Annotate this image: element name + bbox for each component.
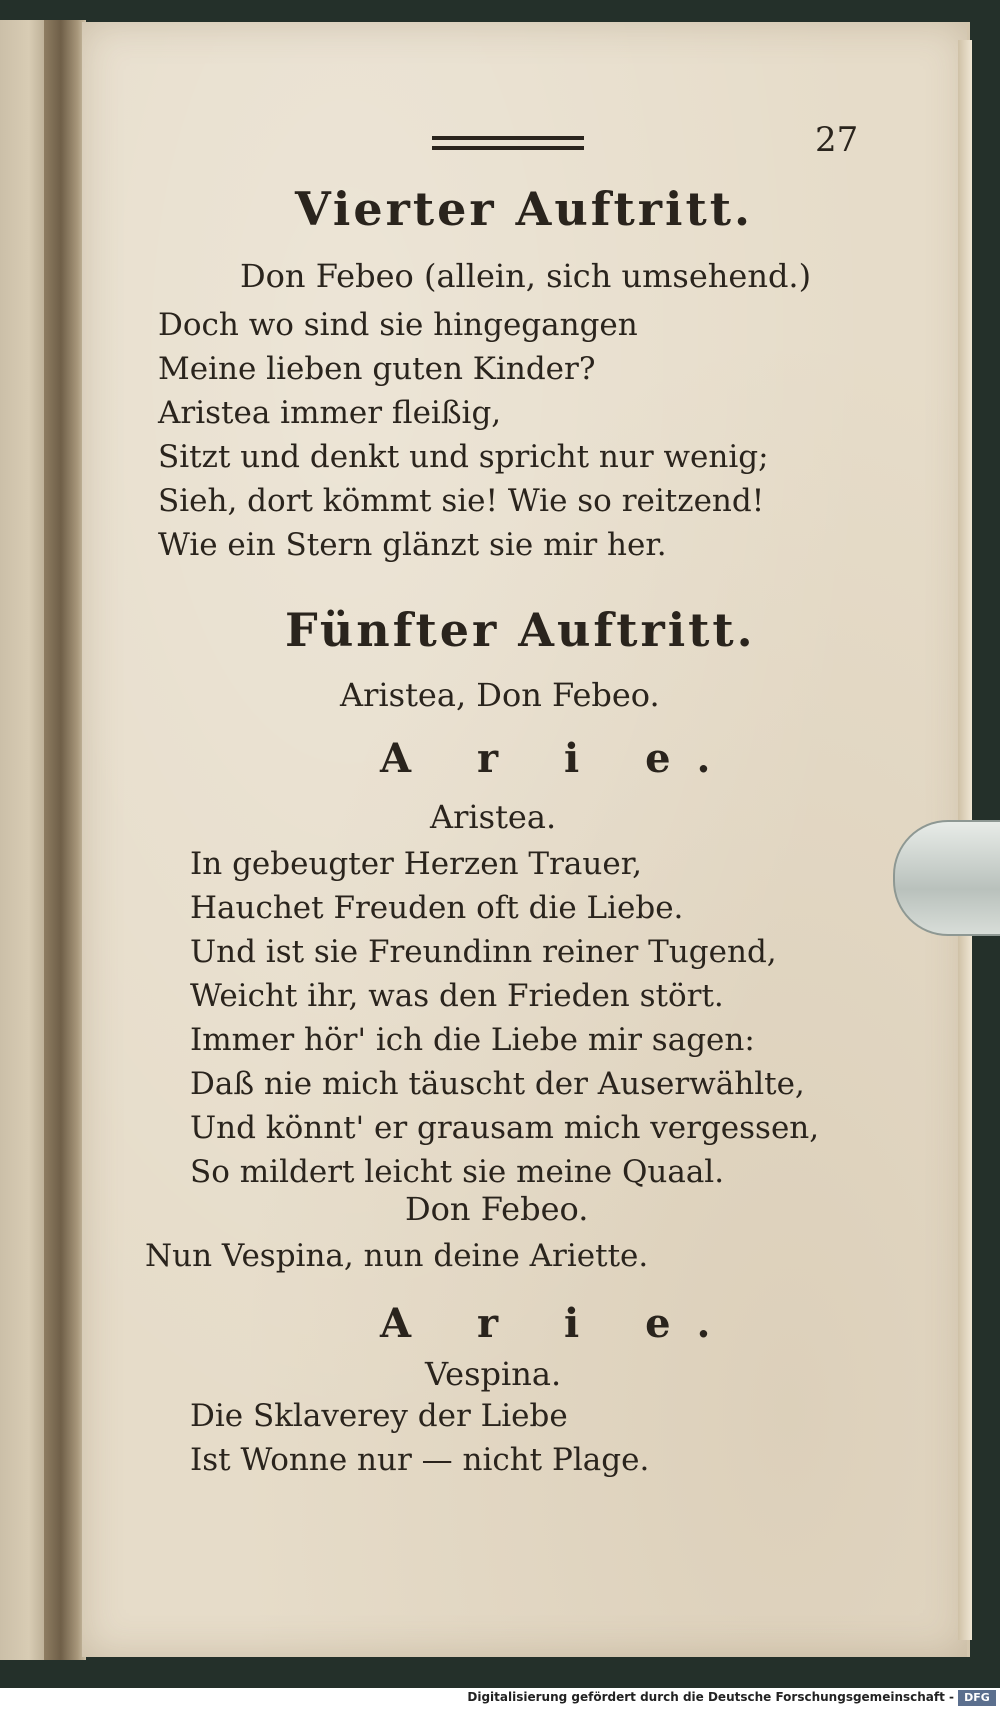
verse-line: Und ist sie Freundinn reiner Tugend,: [190, 934, 777, 970]
verse-line: Immer hör' ich die Liebe mir sagen:: [190, 1022, 755, 1058]
verse-line: Weicht ihr, was den Frieden stört.: [190, 978, 724, 1014]
verse-line: Und könnt' er grausam mich vergessen,: [190, 1110, 820, 1146]
page-clip: [893, 820, 1000, 936]
verse-line: Sitzt und denkt und spricht nur wenig;: [158, 439, 769, 475]
aria-1-singer: Aristea.: [430, 798, 557, 836]
verse-line: Wie ein Stern glänzt sie mir her.: [158, 527, 667, 563]
book-spine: [44, 20, 86, 1660]
aria-2-title: A r i e.: [380, 1300, 737, 1347]
verse-line: Die Sklaverey der Liebe: [190, 1398, 568, 1434]
verse-line: Daß nie mich täuscht der Auserwählte,: [190, 1066, 805, 1102]
verse-line: In gebeugter Herzen Trauer,: [190, 846, 642, 882]
verse-line: Aristea immer fleißig,: [158, 395, 502, 431]
header-rule-top: [432, 136, 584, 140]
scene-4-stage-direction: Don Febeo (allein, sich umsehend.): [240, 257, 812, 295]
verse-line: Hauchet Freuden oft die Liebe.: [190, 890, 684, 926]
verse-line: Doch wo sind sie hingegangen: [158, 307, 638, 343]
verse-line: Sieh, dort kömmt sie! Wie so reitzend!: [158, 483, 765, 519]
dfg-logo: DFG: [958, 1690, 996, 1706]
verse-line: So mildert leicht sie meine Quaal.: [190, 1154, 725, 1190]
page-number: 27: [815, 120, 859, 160]
speaker-name: Don Febeo.: [405, 1190, 589, 1228]
left-page-edge: [0, 20, 48, 1660]
aria-2-singer: Vespina.: [425, 1355, 562, 1393]
scene-4-heading: Vierter Auftritt.: [295, 182, 754, 236]
verse-line: Ist Wonne nur — nicht Plage.: [190, 1442, 650, 1478]
header-rule-bottom: [432, 146, 584, 150]
scene-5-characters: Aristea, Don Febeo.: [340, 676, 660, 714]
scene-5-heading: Fünfter Auftritt.: [285, 603, 756, 657]
aria-1-title: A r i e.: [380, 735, 737, 782]
digitization-credit: Digitalisierung gefördert durch die Deutsche Forschungsgemeinschaft -: [467, 1690, 954, 1704]
verse-line: Meine lieben guten Kinder?: [158, 351, 596, 387]
speech-line: Nun Vespina, nun deine Ariette.: [145, 1238, 649, 1274]
